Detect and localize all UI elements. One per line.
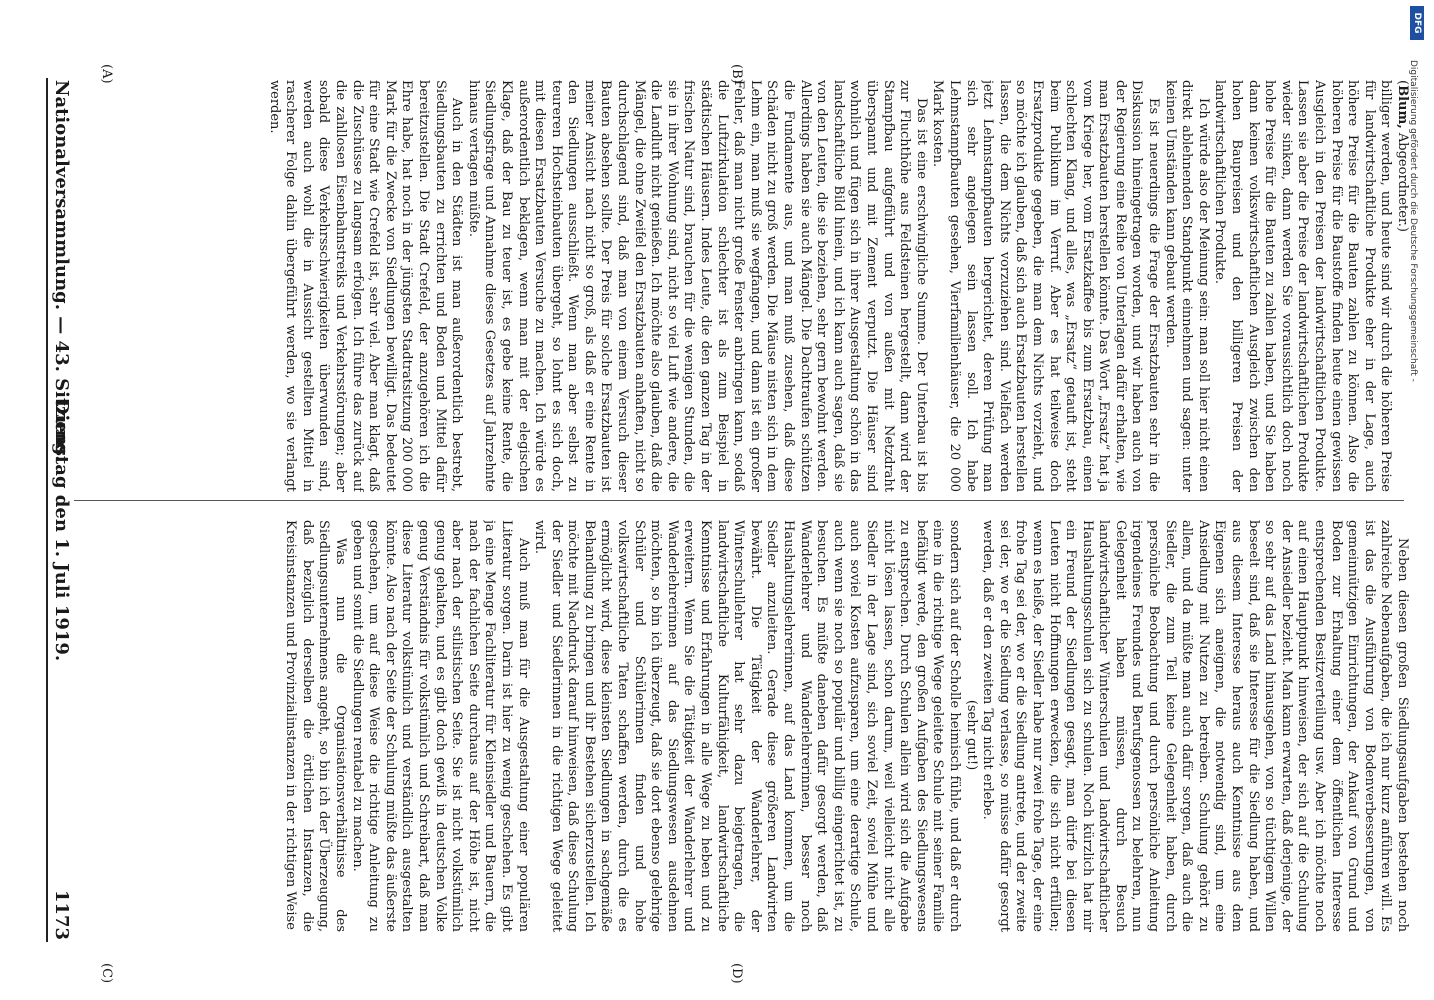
left-column [80,80,1410,492]
dfg-logo: DFG [1410,6,1424,40]
header-date: Dienstag den 1. Juli 1919. [51,398,72,662]
page-number: 1173 [51,889,72,940]
header-rule [46,78,48,942]
margin-mark-b: (B) [729,64,744,84]
paragraph: Es ist neuerdings die Frage der Ersatzbauten sehr in die Diskussion hineingetragen worden, und wir haben auch von der Regierung eine Reihe von Unterlagen dafür erhalten, wie man Ersatzbauten herstellen könnte. Das Wort „Ersatz“ hat ja vom Kriege her, vom Ersatzkaffee bis zum Ersatzbau, einen schlechten Klang, und alles, was „Ersatz“ getauft ist, steht beim Publikum im Verruf. Aber es hat teilweise doch Ersatzprodukte gegeben, die man dem Nichts vorzieht, und so möchte ich glauben, daß sich auch Ersatzbauten herstellen lassen, die dem Nichts vorzuziehen sind. Vielfach werden jetzt Lehmstampfbauten hergerichtet, deren Prüfung man sich sehr angelegen sein lassen soll. Ich habe Lehmstampfbauten gesehen, Vierfamilienhäuser, die 20 000 Mark kosten. [930,80,1162,492]
margin-mark-d: (D) [729,963,744,984]
header-session: Nationalversammlung. — 43. Sitzung. [51,80,72,462]
paragraph: Auch muß man für die Ausgestaltung einer populären Literatur sorgen. Darin ist hier zu wenig geschehen. Es gibt ja eine Menge Fachliteratur für Kleinsiedler und Bauern, die nach der fachlichen Seite durchaus auf der Höhe ist, nicht aber nach der stilistischen Seite. Sie ist nicht volkstümlich genug gehalten, und es gibt doch gewiß in deutschen Volke genug Verständnis für volkstümlich und Schreibart, daß man diese Literatur volkstümlich und verständlich ausgestalten könnte. Also nach der Seite der Schulung müßte das äußerste geschehen, um auf diese Weise die richtige Anleitung zu geben und somit die Siedlungen rentabel zu machen. [349,520,531,932]
paragraph: billiger werden, und heute sind wir durch die höheren Preise für landwirtschaftliche Produkte eher in der Lage, auch höhere Preise für die Bauten zahlen zu können. Also die höheren Preise für die Baustoffe finden heute einen gewissen Ausgleich in den Preisen der landwirtschaftlichen Produkte. Lassen sie aber die Preise der landwirtschaftlichen Produkte wieder sinken, dann werden Sie voraussichtlich doch noch hohe Preise für die Bauten zu zahlen haben, und Sie haben dann keinen volkswirtschaftlichen Ausgleich zwischen den hohen Baupreisen und den billigeren Preisen der landwirtschaftlichen Produkte. [1212,80,1394,492]
paragraph: Was nun die Organisationsverhältnisse des Siedlungsunternehmens angeht, so bin ich der Überzeugung, daß bezüglich derselben die örtlichen Instanzen, die Kreisinstanzen und Provinzialinstanzen in der richtigen Weise [283,520,348,932]
paragraph: sondern sich auf der Scholle heimisch fühle, und daß er durch eine in die richtige Wege geleitete Schule mit seiner Familie befähigt werde, den großen Aufgaben des Siedlungswesens zu entsprechen. Durch Schulen allein wird sich die Aufgabe nicht lösen lassen, schon darum, weil vielleicht nicht alle Siedler in der Lage sind, sich soviel Zeit, soviel Mühe und auch soviel Kosten aufzusparen, um eine derartige Schule, auch wenn sie noch so populär und billig eingerichtet ist, zu besuchen. Es müßte daneben dafür gesorgt werden, daß Wanderlehrer und Wanderlehrerinnen, besser noch Haushaltungslehrerinnen, auf das Land kommen, um die Siedler anzuleiten. Gerade diese größeren Landwirten bewährt. Die Tätigkeit der Wanderlehrer, der Winterschullehrer hat sehr dazu beigetragen, die landwirtschaftliche Kulturfähigkeit, landwirtschaftliche Kenntnisse und Erfahrungen in alle Wege zu heben und zu erweitern. Wenn Sie die Tätigkeit der Wanderlehrer und Wanderlehrerinnen auf das Siedlungswesen ausdehnen möchten, so bin ich überzeugt, daß sie dort ebenso gelehrige Schüler und Schülerinnen finden und hohe volkswirtschaftliche Taten schaffen werden, durch die es ermöglicht wird, diese kleinsten Siedlungen in sachgemäße Behandlung zu bringen und ihr Bestehen sicherzustellen. Ich möchte mit Nachdruck darauf hinweisen, daß diese Schulung der Siedler und Siedlerinnen in die richtigen Wege geleitet wird. [532,520,962,932]
column-divider [74,500,1404,501]
margin-mark-c: (C) [99,963,114,984]
paragraph: Ich würde also der Meinung sein: man soll hier nicht einen direkt ablehnenden Standpunkt einnehmen und sagen: unter keinen Umständen kann gebaut werden. [1162,80,1211,492]
interjection: (sehr gut!) [963,699,979,771]
digitization-credit: Digitalisierung gefördert durch die Deutsche Forschungsgemeinschaft - [1408,60,1418,382]
paragraph: Das ist eine erschwingliche Summe. Der Unterbau ist bis zur Fluchthöhe aus Feldsteinen hergestellt, dann wird der Stampfbau aufgeführt und von außen mit Netzdraht überspannt und mit Zement verputzt. Die Häuser sind wohnlich und fügen sich in ihrer Ausgestaltung schön in das landschaftliche Bild hinein, und ich kann auch sagen, daß sie von den Leuten, die sie beziehen, sehr gern bewohnt werden. Allerdings haben sie auch Mängel. Die Dachtraufen schützen die Fundamente aus, und man muß zusehen, daß diese Schäden nicht zu groß werden. Die Mäuse nisten sich in dem Lehm ein, man muß sie wegfangen, und dann ist ein großer Fehler, daß man nicht große Fenster anbringen kann, sodaß die Luftzirkulation schlechter ist als zum Beispiel in städtischen Häusern. Indes Leute, die den ganzen Tag in der frischen Natur sind, brauchen für die wenigen Stunden, die sie in ihrer Wohnung sind, nicht so viel Luft wie andere, die die Landluft nicht genießen. Ich möchte also glauben, daß die Mängel, die ohne Zweifel den Ersatzbauten anhaften, nicht so durchschlagend sind, daß man von einem Versuch dieser Bauten absehen sollte. Der Preis für solche Ersatzbauten ist meiner Ansicht nach nicht so groß, als daß er eine Rente in den Siedlungen ausschließt. Wenn man aber selbst zu teureren Hochsteinbauten übergeht, so lohnt es sich doch, mit diesen Ersatzbauten Versuche zu machen. Ich würde es außerordentlich beklagen, wenn man mit der elegischen Klage, daß der Bau zu teuer ist, es gebe keine Rente, die Siedlungsfrage und Annahme dieses Gesetzes auf Jahrzehnte hinaus vertagen müßte. [465,80,929,492]
speaker-role: Abgeordneter.) [1395,132,1410,232]
margin-mark-a: (A) [99,64,114,84]
right-column [80,520,1410,932]
speaker-name: Blum, [1395,85,1410,129]
paragraph: Neben diesen großen Siedlungsaufgaben bestehen noch zahlreiche Nebenaufgaben, die ich nur kurz anführen will. Es ist das die Ausführung von Bodenverbesserungen, von gemeinnützigen Einrichtungen, der Ankauf von Grund und Boden zur Erhaltung einer dem öffentlichen Interesse entsprechenden Besitzverteilung usw. Aber ich möchte noch auf einen Hauptpunkt hinweisen, der sich auf die Schulung der Ansiedler bezieht. Man kann erwarten, daß derjenige, der so sehr auf das Land hinausgehen, von so tüchtigem Willen beseelt sind, daß sie Interesse für die Siedlung haben, und aus diesem Interesse heraus auch Kenntnisse aus dem Eigenen sich aneignen, die notwendig sind, um eine Ansiedlung mit Nutzen zu betreiben. Schulung gehört zu allem, und da müßte man auch dafür sorgen, daß auch die Siedler, die zum Teil keine Gelegenheit haben, durch persönliche Beobachtung und durch persönliche Anleitung irgendeines Freundes und Berufsgenossen zu belehren, nun Gelegenheit haben müssen, durch Besuch landwirtschaftlicher Winterschulen und landwirtschaftlicher Haushaltungsschulen sich zu schulen. Noch kürzlich hat mir ein Freund der Siedlungen gesagt, man dürfe bei diesen Leuten nicht Hoffnungen erwecken, die sich nicht erfüllen; wenn es heiße, der Siedler habe nur zwei frohe Tage, der eine frohe Tag sei der, wo er die Siedlung antrete, und der zweite sei der, wo er die Siedlung verlasse, so müsse dafür gesorgt werden, daß er den zweiten Tag nicht erlebe. [980,520,1410,932]
speaker-line: (Blum, Abgeordneter.) [1395,80,1410,232]
paragraph: Auch in den Städten ist man außerordentlich bestrebt, Siedlungsbauten zu errichten und Boden und Mittel dafür bereitzustellen. Die Stadt Crefeld, der anzugehören ich die Ehre habe, hat noch in der jüngsten Stadtratsitzung 200 000 Mark für die Zwecke von Siedlungen bewilligt. Das bedeutet für eine Stadt wie Crefeld ist, sehr viel. Aber man klagt, daß die Zuschüsse zu langsam erfolgen. Ich führe das zurück auf die zahllosen Eisenbahnstreiks und Verkehrsstörungen; aber sobald diese Verkehrsschwierigkeiten überwunden sind, werden auch wohl die in Aussicht gestellten Mittel in rascherer Folge dahin übergeführt werden, wo sie verlangt werden. [266,80,465,492]
